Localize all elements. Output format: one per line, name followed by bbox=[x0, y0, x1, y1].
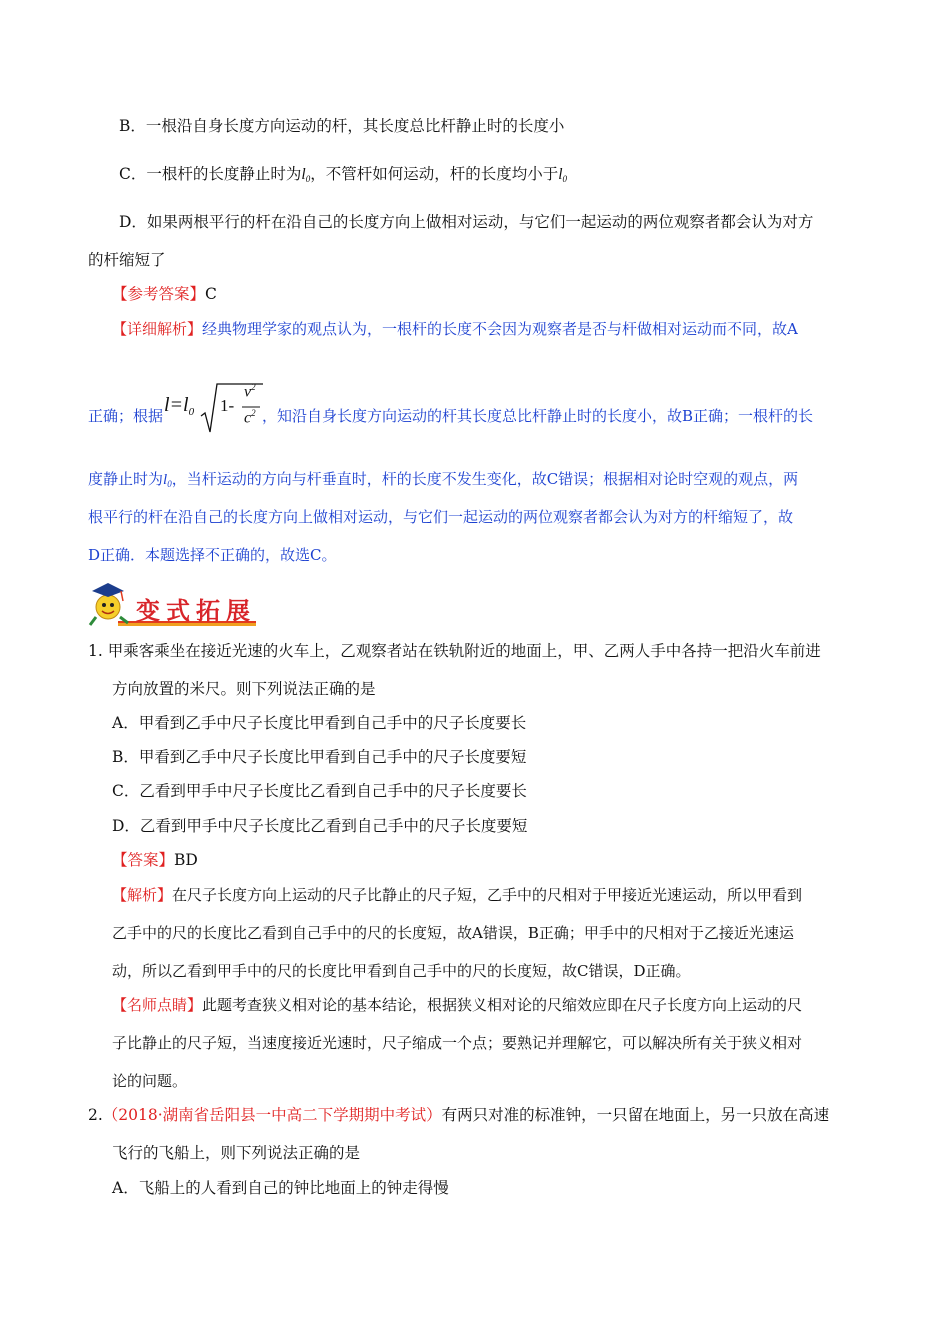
option-c-text-mid: ，不管杆如何运动，杆的长度均小于 bbox=[310, 165, 559, 183]
reference-answer bbox=[112, 283, 217, 305]
analysis-line2-pre: 正确；根据 bbox=[88, 407, 164, 425]
formula-one-minus: 1- bbox=[220, 396, 235, 415]
option-c-text: C．一根杆的长度静止时为 bbox=[119, 165, 302, 183]
section-header bbox=[88, 577, 256, 629]
option-c bbox=[119, 163, 567, 190]
section-title: 变式拓展 bbox=[136, 597, 256, 625]
analysis-line4: 根平行的杆在沿自己的长度方向上做相对运动，与它们一起运动的两位观察者都会认为对方的杆缩短了，故 bbox=[88, 508, 794, 526]
q2-option-a: A．飞船上的人看到自己的钟比地面上的钟走得慢 bbox=[112, 1179, 449, 1197]
analysis-label: 【详细解析】 bbox=[112, 320, 203, 338]
option-b: B．一根沿自身长度方向运动的杆，其长度总比杆静止时的长度小 bbox=[119, 117, 565, 135]
analysis-label: 【解析】 bbox=[112, 886, 173, 904]
q1-analysis-line2: 乙手中的尺的长度比乙看到自己手中的尺的长度短，故A错误，B正确；甲手中的尺相对于乙接近光速运 bbox=[112, 924, 794, 942]
q1-tip-line2: 子比静止的尺子短，当速度接近光速时，尺子缩成一个点；要熟记并理解它，可以解决所有关于狭义相对 bbox=[112, 1034, 803, 1052]
q1-option-b: B．甲看到乙手中尺子长度比甲看到自己手中的尺子长度要短 bbox=[112, 748, 527, 766]
answer-value: C bbox=[205, 285, 217, 303]
q1-stem-line2: 方向放置的米尺。则下列说法正确的是 bbox=[112, 680, 376, 698]
formula-numerator: $v^2$ bbox=[244, 382, 256, 401]
tip-label: 【名师点睛】 bbox=[112, 996, 203, 1014]
q2-stem-line1: 2.（2018·湖南省岳阳县一中高二下学期期中考试）有两只对准的标准钟，一只留在地面上，另一只放在高速 bbox=[88, 1106, 830, 1124]
q1-analysis-line1: 【解析】在尺子长度方向上运动的尺子比静止的尺子短，乙手中的尺相对于甲接近光速运动，所以甲看到 bbox=[112, 886, 803, 904]
q1-tip-line3: 论的问题。 bbox=[112, 1072, 188, 1090]
option-d-line1: D．如果两根平行的杆在沿自己的长度方向上做相对运动，与它们一起运动的两位观察者都会认为对方 bbox=[119, 213, 814, 231]
q1-option-c: C．乙看到甲手中尺子长度比乙看到自己手中的尺子长度要长 bbox=[112, 782, 527, 800]
formula-denominator: $c^2$ bbox=[244, 408, 256, 427]
symbol-l0: $l_0$ bbox=[558, 166, 568, 184]
q2-number: 2. bbox=[88, 1106, 103, 1124]
option-d-line2: 的杆缩短了 bbox=[88, 251, 166, 269]
symbol-l0: $l_0$ bbox=[301, 166, 311, 184]
analysis-line3: 度静止时为$l_0$，当杆运动的方向与杆垂直时，杆的长度不发生变化，故C错误；根据相对论时空观的观点，两 bbox=[88, 470, 799, 489]
answer-label: 【参考答案】 bbox=[112, 285, 206, 303]
q1-tip-line1: 【名师点睛】此题考查狭义相对论的基本结论，根据狭义相对论的尺缩效应即在尺子长度方向上运动的尺 bbox=[112, 996, 803, 1014]
q1-stem-line1: 1. 甲乘客乘坐在接近光速的火车上，乙观察者站在铁轨附近的地面上，甲、乙两人手中各持一把沿火车前进 bbox=[88, 642, 821, 660]
q2-source: （2018·湖南省岳阳县一中高二下学期期中考试） bbox=[102, 1106, 442, 1124]
answer-value: BD bbox=[174, 851, 198, 869]
analysis-line5: D正确．本题选择不正确的，故选C。 bbox=[88, 546, 337, 564]
analysis-line2-post: ，知沿自身长度方向运动的杆其长度总比杆静止时的长度小，故B正确；一根杆的长 bbox=[262, 407, 814, 425]
q2-stem-line2: 飞行的飞船上，则下列说法正确的是 bbox=[112, 1144, 361, 1162]
q1-answer bbox=[112, 849, 198, 871]
q1-option-a: A．甲看到乙手中尺子长度比甲看到自己手中的尺子长度要长 bbox=[112, 714, 527, 732]
q1-option-d: D．乙看到甲手中尺子长度比乙看到自己手中的尺子长度要短 bbox=[112, 817, 528, 835]
answer-label: 【答案】 bbox=[112, 851, 175, 869]
length-contraction-formula: $l=l_0$ 1- $v^2$ $c^2$ bbox=[164, 378, 264, 438]
q1-analysis-line3: 动，所以乙看到甲手中的尺的长度比甲看到自己手中的尺的长度短，故C错误，D正确。 bbox=[112, 962, 691, 980]
analysis-line1: 【详细解析】经典物理学家的观点认为，一根杆的长度不会因为观察者是否与杆做相对运动而不同，故A bbox=[112, 320, 798, 338]
